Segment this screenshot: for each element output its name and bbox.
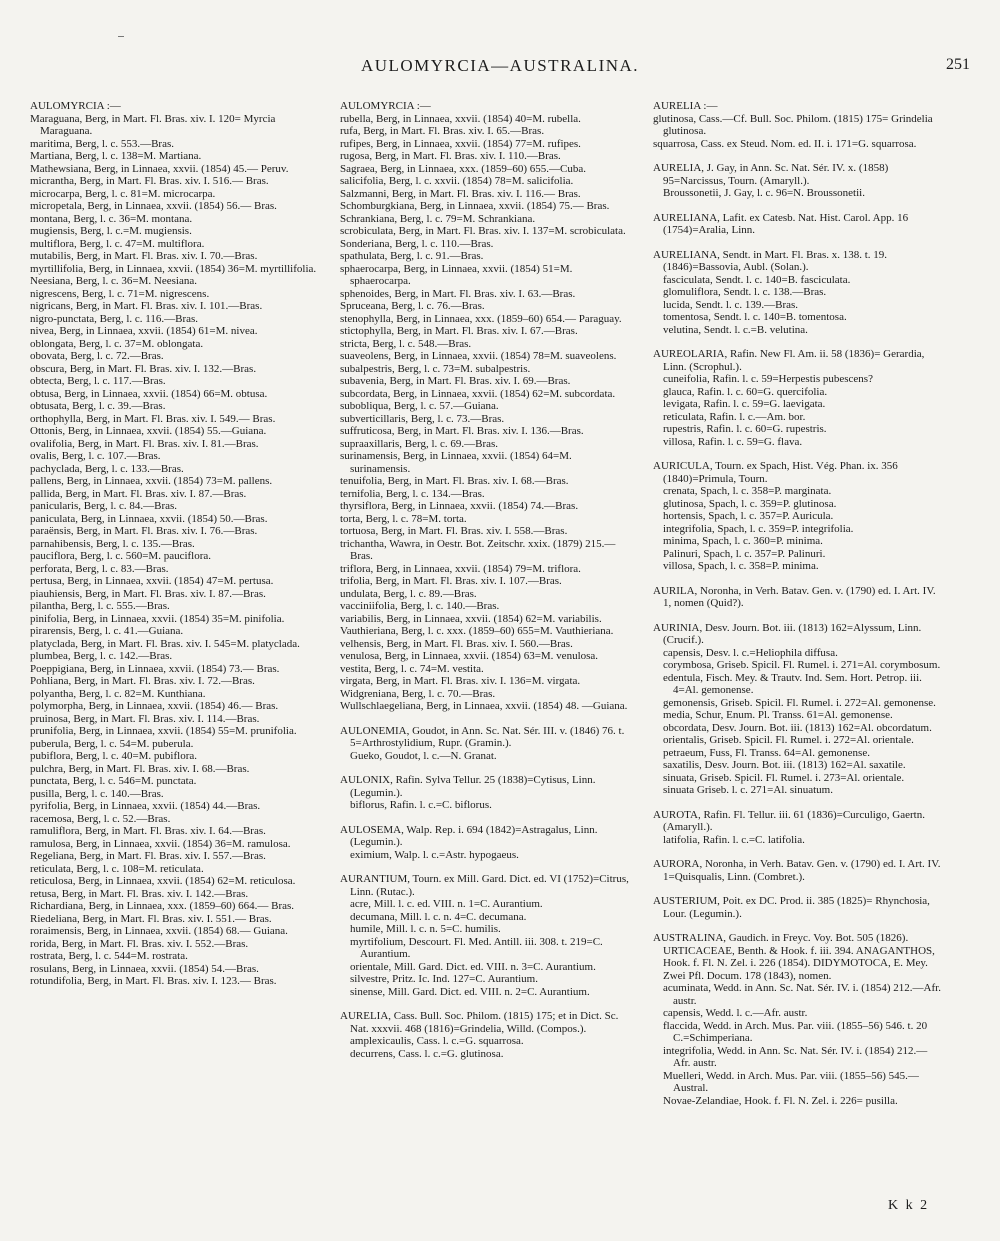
species-entry: sinuata, Griseb. Spicil. Fl. Rumel. i. 273=Al. orientale.: [663, 771, 905, 784]
species-entry: paniculata, Berg, in Linnaea, xxvii. (1854) 50.—Bras.: [30, 512, 268, 525]
species-entry: levigata, Rafin. l. c. 59=G. laevigata.: [663, 398, 826, 410]
species-entry: decurrens, Cass. l. c.=G. glutinosa.: [350, 1047, 504, 1060]
species-entry: retusa, Berg, in Mart. Fl. Bras. xiv. I. 142.—Bras.: [30, 887, 249, 900]
genus-entry: AURANTIUM, Tourn. ex Mill. Gard. Dict. ed. VI (1752)=Citrus, Linn. (Rutac.).: [340, 873, 629, 898]
species-entry: Mathewsiana, Berg, in Linnaea, xxvii. (1854) 45.— Peruv.: [30, 162, 289, 175]
species-entry: ovalis, Berg, l. c. 107.—Bras.: [30, 450, 161, 462]
species-entry: pallida, Berg, in Mart. Fl. Bras. xiv. I. 87.—Bras.: [30, 487, 247, 500]
species-entry: paraënsis, Berg, in Mart. Fl. Bras. xiv. I. 76.—Bras.: [30, 525, 258, 537]
species-entry: rorida, Berg, in Mart. Fl. Bras. xiv. I. 552.—Bras.: [30, 937, 249, 950]
species-entry: pruinosa, Berg, in Mart. Fl. Bras. xiv. I. 114.—Bras.: [30, 712, 260, 725]
species-entry: Richardiana, Berg, in Linnaea, xxx. (1859–60) 664.— Bras.: [30, 900, 295, 912]
species-entry: acuminata, Wedd. in Ann. Sc. Nat. Sér. IV. i. (1854) 212.—Afr. austr.: [663, 982, 941, 1007]
species-entry: silvestre, Pritz. Ic. Ind. 127=C. Aurantium.: [350, 973, 538, 985]
species-entry: triflora, Berg, in Linnaea, xxvii. (1854) 79=M. triflora.: [340, 562, 581, 575]
species-entry: salicifolia, Berg, l. c. xxvii. (1854) 78=M. salicifolia.: [340, 175, 574, 187]
species-entry: corymbosa, Griseb. Spicil. Fl. Rumel. i. 271=Al. corymbosum.: [663, 659, 941, 671]
species-entry: piauhiensis, Berg, in Mart. Fl. Bras. xiv. I. 87.—Bras.: [30, 587, 266, 600]
species-entry: glutinosa, Spach, l. c. 359=P. glutinosa.: [663, 497, 837, 510]
species-entry: subverticillaris, Berg, l. c. 73.—Bras.: [340, 412, 505, 425]
species-entry: pulchra, Berg, in Mart. Fl. Bras. xiv. I. 68.—Bras.: [30, 762, 250, 775]
species-entry: Sagraea, Berg, in Linnaea, xxx. (1859–60) 655.—Cuba.: [340, 162, 587, 175]
genus-entry: AUREOLARIA, Rafin. New Fl. Am. ii. 58 (1836)= Gerardia, Linn. (Scrophul.).: [653, 348, 925, 373]
genus-entry: AULONEMIA, Goudot, in Ann. Sc. Nat. Sér. III. v. (1846) 76. t. 5=Arthrostylidium, Rupr. (Gramin.).: [340, 724, 625, 749]
species-entry: pubiflora, Berg, l. c. 40=M. pubiflora.: [30, 750, 197, 762]
species-entry: nigro-punctata, Berg, l. c. 116.—Bras.: [30, 312, 199, 325]
species-entry: Schomburgkiana, Berg, in Linnaea, xxvii. (1854) 75.— Bras.: [340, 200, 610, 212]
genus-entry: AURORA, Noronha, in Verh. Batav. Gen. v. (1790) ed. I. Art. IV. 1=Quisqualis, Linn. (Combret.).: [653, 858, 941, 883]
species-entry: reticulata, Rafin. l. c.—Am. bor.: [663, 410, 806, 423]
species-entry: capensis, Desv. l. c.=Heliophila diffusa.: [663, 646, 838, 659]
species-entry: villosa, Rafin. l. c. 59=G. flava.: [663, 435, 803, 448]
species-entry: velutina, Sendt. l. c.=B. velutina.: [663, 323, 808, 336]
species-entry: multiflora, Berg, l. c. 47=M. multiflora.: [30, 237, 205, 250]
species-entry: Wullschlaegeliana, Berg, in Linnaea, xxvii. (1854) 48. —Guiana.: [340, 700, 628, 712]
species-entry: Widgreniana, Berg, l. c. 70.—Bras.: [340, 687, 496, 700]
species-entry: hortensis, Spach, l. c. 357=P. Auricula.: [663, 510, 834, 522]
species-entry: stenophylla, Berg, in Linnaea, xxx. (1859–60) 654.— Paraguay.: [340, 312, 622, 325]
species-entry: stricta, Berg, l. c. 548.—Bras.: [340, 337, 472, 350]
species-entry: integrifolia, Spach, l. c. 359=P. integrifolia.: [663, 522, 854, 535]
species-entry: racemosa, Berg, l. c. 52.—Bras.: [30, 812, 171, 825]
column-heading: AURELIA :—: [653, 100, 718, 112]
species-entry: minima, Spach, l. c. 360=P. minima.: [663, 535, 823, 547]
genus-entry: AURELIANA, Sendt. in Mart. Fl. Bras. x. 138. t. 19. (1846)=Bassovia, Aubl. (Solan.).: [653, 248, 888, 273]
page-header: [30, 56, 970, 86]
species-entry: Poeppigiana, Berg, in Linnaea, xxvii. (1854) 73.— Bras.: [30, 662, 280, 675]
species-entry: pauciflora, Berg, l. c. 560=M. pauciflora.: [30, 550, 212, 562]
species-entry: saxatilis, Desv. Journ. Bot. iii. (1813) 162=Al. saxatile.: [663, 759, 906, 771]
species-entry: scrobiculata, Berg, in Mart. Fl. Bras. xiv. I. 137=M. scrobiculata.: [340, 225, 626, 237]
species-entry: integrifolia, Wedd. in Ann. Sc. Nat. Sér. IV. i. (1854) 212.—Afr. austr.: [663, 1044, 928, 1069]
species-entry: myrtillifolia, Berg, in Linnaea, xxvii. (1854) 36=M. myrtillifolia.: [30, 262, 317, 275]
genus-entry: AURICULA, Tourn. ex Spach, Hist. Vég. Phan. ix. 356 (1840)=Primula, Tourn.: [653, 460, 898, 485]
genus-entry: AUSTERIUM, Poit. ex DC. Prod. ii. 385 (1825)= Rhynchosia, Lour. (Legumin.).: [653, 895, 930, 920]
species-entry: subavenia, Berg, in Mart. Fl. Bras. xiv. I. 69.—Bras.: [340, 375, 571, 387]
species-entry: ovalifolia, Berg, in Mart. Fl. Bras. xiv. I. 81.—Bras.: [30, 437, 259, 450]
species-entry: subalpestris, Berg, l. c. 73=M. subalpestris.: [340, 362, 531, 375]
species-entry: polyantha, Berg, l. c. 82=M. Kunthiana.: [30, 687, 206, 700]
species-entry: tortuosa, Berg, in Mart. Fl. Bras. xiv. I. 558.—Bras.: [340, 525, 568, 537]
species-entry: rosulans, Berg, in Linnaea, xxvii. (1854) 54.—Bras.: [30, 962, 259, 975]
column-heading: AULOMYRCIA :—: [30, 100, 121, 112]
species-entry: amplexicaulis, Cass. l. c.=G. squarrosa.: [350, 1035, 524, 1047]
species-entry: platyclada, Berg, in Mart. Fl. Bras. xiv. I. 545=M. platyclada.: [30, 637, 300, 650]
species-entry: suffruticosa, Berg, in Mart. Fl. Bras. xiv. I. 136.—Bras.: [340, 425, 584, 437]
species-entry: parnahibensis, Berg, l. c. 135.—Bras.: [30, 537, 195, 550]
species-entry: ramulosa, Berg, in Linnaea, xxvii. (1854) 36=M. ramulosa.: [30, 837, 291, 850]
species-entry: glutinosa, Cass.—Cf. Bull. Soc. Philom. (1815) 175= Grindelia glutinosa.: [653, 112, 933, 137]
genus-entry: AURELIA, J. Gay, in Ann. Sc. Nat. Sér. IV. x. (1858) 95=Narcissus, Tourn. (Amaryll.).: [653, 162, 889, 187]
species-entry: obtusa, Berg, in Linnaea, xxvii. (1854) 66=M. obtusa.: [30, 387, 268, 400]
species-entry: obtecta, Berg, l. c. 117.—Bras.: [30, 375, 166, 387]
species-entry: vacciniifolia, Berg, l. c. 140.—Bras.: [340, 600, 500, 612]
species-entry: pertusa, Berg, in Linnaea, xxvii. (1854) 47=M. pertusa.: [30, 575, 274, 587]
species-entry: villosa, Spach, l. c. 358=P. minima.: [663, 560, 819, 572]
species-entry: glauca, Rafin. l. c. 60=G. quercifolia.: [663, 385, 828, 398]
species-entry: tomentosa, Sendt. l. c. 140=B. tomentosa.: [663, 311, 847, 323]
species-entry: punctata, Berg, l. c. 546=M. punctata.: [30, 775, 197, 787]
species-entry: obscura, Berg, in Mart. Fl. Bras. xiv. I. 132.—Bras.: [30, 362, 257, 375]
species-entry: reticulata, Berg, l. c. 108=M. reticulata.: [30, 862, 204, 875]
species-entry: latifolia, Rafin. l. c.=C. latifolia.: [663, 833, 805, 846]
species-entry: reticulosa, Berg, in Linnaea, xxvii. (1854) 62=M. reticulosa.: [30, 875, 296, 887]
species-entry: media, Schur, Enum. Pl. Transs. 61=Al. gemonense.: [663, 709, 893, 721]
species-entry: Palinuri, Spach, l. c. 357=P. Palinuri.: [663, 547, 826, 560]
genus-entry: AURELIANA, Lafit. ex Catesb. Nat. Hist. Carol. App. 16 (1754)=Aralia, Linn.: [653, 211, 909, 236]
species-entry: pinifolia, Berg, in Linnaea, xxvii. (1854) 35=M. pinifolia.: [30, 612, 285, 625]
species-entry: Salzmanni, Berg, in Mart. Fl. Bras. xiv. I. 116.— Bras.: [340, 187, 581, 200]
page-number: 251: [946, 56, 970, 73]
genus-entry: AUSTRALINA, Gaudich. in Freyc. Voy. Bot. 505 (1826). URTICACEAE, Benth. & Hook. f. iii. 394. ANAGANTHOS, Hook. f. Fl. N. Zel. i. 226 (1854). DIDYMOTOCA, E. Mey. Zwei Pfl. Docum. 178 (1843), nomen.: [653, 932, 935, 982]
species-entry: sphaerocarpa, Berg, in Linnaea, xxvii. (1854) 51=M. sphaerocarpa.: [340, 262, 573, 287]
species-entry: rupestris, Rafin. l. c. 60=G. rupestris.: [663, 423, 827, 435]
species-entry: Pohliana, Berg, in Mart. Fl. Bras. xiv. I. 72.—Bras.: [30, 675, 255, 687]
species-entry: orthophylla, Berg, in Mart. Fl. Bras. xiv. I. 549.— Bras.: [30, 412, 276, 425]
species-entry: rostrata, Berg, l. c. 544=M. rostrata.: [30, 950, 188, 962]
species-entry: polymorpha, Berg, in Linnaea, xxvii. (1854) 46.— Bras.: [30, 700, 279, 712]
scan-mark: [118, 36, 124, 37]
species-entry: Broussonetii, J. Gay, l. c. 96=N. Broussonetii.: [663, 187, 865, 199]
species-entry: Maraguana, Berg, in Mart. Fl. Bras. xiv. I. 120= Myrcia Maraguana.: [30, 112, 276, 137]
species-entry: pyrifolia, Berg, in Linnaea, xxvii. (1854) 44.—Bras.: [30, 800, 261, 812]
species-entry: gemonensis, Griseb. Spicil. Fl. Rumel. i. 272=Al. gemonense.: [663, 696, 936, 709]
genus-entry: AUROTA, Rafin. Fl. Tellur. iii. 61 (1836)=Curculigo, Gaertn. (Amaryll.).: [653, 808, 925, 833]
species-entry: supraaxillaris, Berg, l. c. 69.—Bras.: [340, 437, 499, 450]
species-entry: variabilis, Berg, in Linnaea, xxvii. (1854) 62=M. variabilis.: [340, 612, 602, 625]
species-entry: pirarensis, Berg, l. c. 41.—Guiana.: [30, 625, 184, 637]
species-entry: pusilla, Berg, l. c. 140.—Bras.: [30, 787, 164, 800]
species-entry: Neesiana, Berg, l. c. 36=M. Neesiana.: [30, 275, 197, 287]
species-entry: perforata, Berg, l. c. 83.—Bras.: [30, 562, 169, 575]
species-entry: stictophylla, Berg, in Mart. Fl. Bras. xiv. I. 67.—Bras.: [340, 325, 578, 337]
genus-entry: AURILA, Noronha, in Verh. Batav. Gen. v. (1790) ed. I. Art. IV. 1, nomen (Quid?).: [653, 584, 936, 609]
species-entry: mutabilis, Berg, in Mart. Fl. Bras. xiv. I. 70.—Bras.: [30, 250, 258, 262]
species-entry: prunifolia, Berg, in Linnaea, xxvii. (1854) 55=M. prunifolia.: [30, 725, 297, 737]
species-entry: mugiensis, Berg, l. c.=M. mugiensis.: [30, 225, 192, 237]
species-entry: biflorus, Rafin. l. c.=C. biflorus.: [350, 799, 492, 811]
species-entry: microcarpa, Berg, l. c. 81=M. microcarpa.: [30, 187, 216, 200]
species-entry: flaccida, Wedd. in Arch. Mus. Par. viii. (1855–56) 546. t. 20 C.=Schimperiana.: [663, 1019, 928, 1044]
species-entry: Sonderiana, Berg, l. c. 110.—Bras.: [340, 237, 494, 250]
column-heading: AULOMYRCIA :—: [340, 100, 431, 112]
species-entry: glomuliflora, Sendt. l. c. 138.—Bras.: [663, 286, 827, 298]
species-entry: pachyclada, Berg, l. c. 133.—Bras.: [30, 462, 184, 475]
genus-entry: AULONIX, Rafin. Sylva Tellur. 25 (1838)=Cytisus, Linn. (Legumin.).: [340, 774, 596, 799]
species-entry: squarrosa, Cass. ex Steud. Nom. ed. II. i. 171=G. squarrosa.: [653, 137, 917, 150]
species-entry: micrantha, Berg, in Mart. Fl. Bras. xiv. I. 516.— Bras.: [30, 175, 269, 187]
species-entry: torta, Berg, l. c. 78=M. torta.: [340, 512, 467, 525]
species-entry: roraimensis, Berg, in Linnaea, xxvii. (1854) 68.— Guiana.: [30, 925, 288, 937]
species-entry: suaveolens, Berg, in Linnaea, xxvii. (1854) 78=M. suaveolens.: [340, 350, 617, 362]
species-entry: ternifolia, Berg, l. c. 134.—Bras.: [340, 487, 485, 500]
species-entry: crenata, Spach, l. c. 358=P. marginata.: [663, 485, 832, 497]
species-entry: nigrescens, Berg, l. c. 71=M. nigrescens.: [30, 287, 210, 300]
species-entry: sinuata Griseb. l. c. 271=Al. sinuatum.: [663, 784, 833, 796]
species-entry: Martiana, Berg, l. c. 138=M. Martiana.: [30, 150, 202, 162]
species-entry: subobliqua, Berg, l. c. 57.—Guiana.: [340, 400, 499, 412]
column-right: [653, 100, 943, 1107]
species-entry: Spruceana, Berg, l. c. 76.—Bras.: [340, 300, 485, 312]
running-title: AULOMYRCIA—AUSTRALINA.: [360, 56, 640, 75]
species-entry: montana, Berg, l. c. 36=M. montana.: [30, 212, 193, 225]
species-entry: rugosa, Berg, in Mart. Fl. Bras. xiv. I. 110.—Bras.: [340, 150, 561, 162]
species-entry: Schrankiana, Berg, l. c. 79=M. Schrankiana.: [340, 212, 536, 225]
species-entry: obtusata, Berg, l. c. 39.—Bras.: [30, 400, 166, 412]
species-entry: orientale, Mill. Gard. Dict. ed. VIII. n. 3=C. Aurantium.: [350, 960, 596, 973]
genus-entry: AURINIA, Desv. Journ. Bot. iii. (1813) 162=Alyssum, Linn. (Crucif.).: [653, 621, 922, 646]
species-entry: virgata, Berg, in Mart. Fl. Bras. xiv. I. 136=M. virgata.: [340, 675, 581, 687]
species-entry: surinamensis, Berg, in Linnaea, xxvii. (1854) 64=M. surinamensis.: [340, 450, 572, 475]
species-entry: eximium, Walp. l. c.=Astr. hypogaeus.: [350, 848, 519, 861]
species-entry: Vauthieriana, Berg, l. c. xxx. (1859–60) 655=M. Vauthieriana.: [340, 625, 614, 637]
species-entry: myrtifolium, Descourt. Fl. Med. Antill. iii. 308. t. 219=C. Aurantium.: [350, 935, 603, 960]
species-entry: trifolia, Berg, in Mart. Fl. Bras. xiv. I. 107.—Bras.: [340, 575, 562, 587]
species-entry: nivea, Berg, in Linnaea, xxvii. (1854) 61=M. nivea.: [30, 325, 258, 337]
species-entry: acre, Mill. l. c. ed. VIII. n. 1=C. Aurantium.: [350, 898, 543, 910]
species-entry: ramuliflora, Berg, in Mart. Fl. Bras. xiv. I. 64.—Bras.: [30, 825, 266, 837]
species-entry: panicularis, Berg, l. c. 84.—Bras.: [30, 500, 178, 512]
species-entry: pilantha, Berg, l. c. 555.—Bras.: [30, 600, 170, 612]
species-entry: orientalis, Griseb. Spicil. Fl. Rumel. i. 272=Al. orientale.: [663, 734, 914, 746]
species-entry: fasciculata, Sendt. l. c. 140=B. fasciculata.: [663, 273, 851, 286]
species-entry: vestita, Berg, l. c. 74=M. vestita.: [340, 662, 484, 675]
species-entry: puberula, Berg, l. c. 54=M. puberula.: [30, 737, 194, 750]
species-entry: rotundifolia, Berg, in Mart. Fl. Bras. xiv. I. 123.— Bras.: [30, 975, 277, 987]
species-entry: thyrsiflora, Berg, in Linnaea, xxvii. (1854) 74.—Bras.: [340, 500, 579, 512]
species-entry: Riedeliana, Berg, in Mart. Fl. Bras. xiv. I. 551.— Bras.: [30, 912, 272, 925]
species-entry: trichantha, Wawra, in Oestr. Bot. Zeitschr. xxix. (1879) 215.—Bras.: [340, 537, 616, 562]
species-entry: nigricans, Berg, in Mart. Fl. Bras. xiv. I. 101.—Bras.: [30, 300, 263, 312]
signature-mark: K k 2: [888, 1198, 930, 1213]
species-entry: spathulata, Berg, l. c. 91.—Bras.: [340, 250, 484, 262]
species-entry: plumbea, Berg, l. c. 142.—Bras.: [30, 650, 173, 662]
species-entry: oblongata, Berg, l. c. 37=M. oblongata.: [30, 337, 204, 350]
species-entry: rubella, Berg, in Linnaea, xxvii. (1854) 40=M. rubella.: [340, 112, 581, 125]
species-entry: velhensis, Berg, in Mart. Fl. Bras. xiv. I. 560.—Bras.: [340, 637, 573, 650]
genus-entry: AURELIA, Cass. Bull. Soc. Philom. (1815) 175; et in Dict. Sc. Nat. xxxvii. 468 (1816)=Grindelia, Willd. (Compos.).: [340, 1010, 619, 1035]
species-entry: Regeliana, Berg, in Mart. Fl. Bras. xiv. I. 557.—Bras.: [30, 850, 266, 862]
species-entry: sphenoides, Berg, in Mart. Fl. Bras. xiv. I. 63.—Bras.: [340, 287, 576, 300]
species-entry: venulosa, Berg, in Linnaea, xxvii. (1854) 63=M. venulosa.: [340, 650, 599, 662]
species-entry: subcordata, Berg, in Linnaea, xxvii. (1854) 62=M. subcordata.: [340, 387, 616, 400]
species-entry: decumana, Mill. l. c. n. 4=C. decumana.: [350, 910, 527, 923]
species-entry: Ottonis, Berg, in Linnaea, xxvii. (1854) 55.—Guiana.: [30, 425, 267, 437]
species-entry: micropetala, Berg, in Linnaea, xxvii. (1854) 56.— Bras.: [30, 200, 277, 212]
species-entry: rufa, Berg, in Mart. Fl. Bras. xiv. I. 65.—Bras.: [340, 125, 545, 137]
species-entry: lucida, Sendt. l. c. 139.—Bras.: [663, 298, 799, 311]
species-entry: petraeum, Fuss, Fl. Transs. 64=Al. gemonense.: [663, 746, 870, 759]
species-entry: pallens, Berg, in Linnaea, xxvii. (1854) 73=M. pallens.: [30, 475, 273, 487]
species-entry: Muelleri, Wedd. in Arch. Mus. Par. viii. (1855–56) 545.—Austral.: [663, 1069, 919, 1094]
species-entry: obcordata, Desv. Journ. Bot. iii. (1813) 162=Al. obcordatum.: [663, 721, 932, 734]
species-entry: tenuifolia, Berg, in Mart. Fl. Bras. xiv. I. 68.—Bras.: [340, 475, 569, 487]
column-middle: [340, 100, 630, 1060]
species-entry: undulata, Berg, l. c. 89.—Bras.: [340, 587, 477, 600]
species-entry: maritima, Berg, l. c. 553.—Bras.: [30, 137, 174, 150]
species-entry: capensis, Wedd. l. c.—Afr. austr.: [663, 1007, 808, 1019]
species-entry: sinense, Mill. Gard. Dict. ed. VIII. n. 2=C. Aurantium.: [350, 985, 590, 998]
species-entry: obovata, Berg, l. c. 72.—Bras.: [30, 350, 164, 362]
species-entry: Novae-Zelandiae, Hook. f. Fl. N. Zel. i. 226= pusilla.: [663, 1094, 898, 1107]
column-left: [30, 100, 320, 988]
species-entry: rufipes, Berg, in Linnaea, xxvii. (1854) 77=M. rufipes.: [340, 137, 581, 150]
genus-entry: AULOSEMA, Walp. Rep. i. 694 (1842)=Astragalus, Linn. (Legumin.).: [340, 823, 598, 848]
species-entry: cuneifolia, Rafin. l. c. 59=Herpestis pubescens?: [663, 373, 873, 385]
species-entry: humile, Mill. l. c. n. 5=C. humilis.: [350, 923, 501, 935]
species-entry: edentula, Fisch. Mey. & Trautv. Ind. Sem. Hort. Petrop. iii. 4=Al. gemonense.: [663, 671, 922, 696]
species-entry: Gueko, Goudot, l. c.—N. Granat.: [350, 749, 497, 762]
